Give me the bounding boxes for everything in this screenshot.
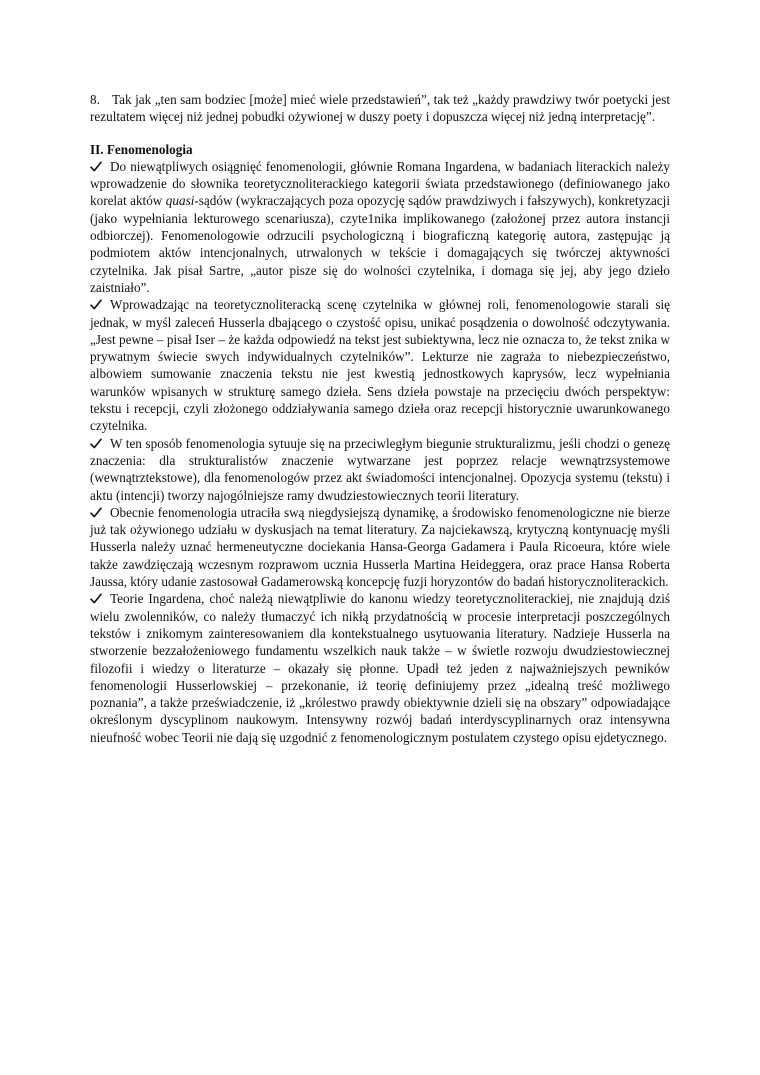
paragraph-1-text-end: -sądów (wykraczających poza opozycję sądów prawdziwych i fałszywych), konkretyzacji (jako wypełniania lekturowego scenariusza), czyte1nika implikowanego (założonej przez autora instancji odbiorczej). Fenomenologowie odrzucili psychologiczną i biograficzną kategorię autora, zastępując ją podmiotem aktów intencjonalnych, utrwalonych w tekście i domagających się twórczej aktywności czytelnika. Jak pisał Sartre, „autor pisze się do wolności czytelnika, i domaga się jej, aby jego dzieło zaistniało”. <box>90 193 670 295</box>
paragraph-5 <box>90 590 670 746</box>
section-heading: II. Fenomenologia <box>90 141 193 157</box>
paragraph-2 <box>90 296 670 434</box>
document-page <box>90 91 670 746</box>
checkmark-icon <box>90 158 110 175</box>
intro-paragraph <box>90 91 670 126</box>
paragraph-4 <box>90 504 670 590</box>
intro-text: Tak jak „ten sam bodziec [może] mieć wiele przedstawień”, tak też „każdy prawdziwy twór poetycki jest rezultatem więcej niż jednej pobudki ożywionej w duszy poety i dopuszcza więcej niż jedną interpretację”. <box>90 92 670 125</box>
paragraph-number: 8. <box>90 92 100 107</box>
checkmark-icon <box>90 435 110 452</box>
paragraph-1-text-start: Do niewątpliwych osiągnięć fenomenologii, głównie Romana Ingardena, w badaniach literackich należy wprowadzenie do słownika teoretycznoliterackiego kategorii świata przedstawionego (definiowanego jako korelat aktów <box>90 158 670 209</box>
paragraph-1 <box>90 158 670 296</box>
paragraph-4-text: Obecnie fenomenologia utraciła swą niegdysiejszą dynamikę, a środowisko fenomenologiczne nie bierze już tak ożywionego udziału w dyskusjach na temat literatury. Za najciekawszą, krytyczną kontynuację myśli Husserla należy uznać hermeneutyczne dociekania Hansa-Georga Gadamera i Paula Ricoeura, które wiele także zawdzięczają wczesnym rozprawom ucznia Husserla Martina Heideggera, oraz prace Hansa Roberta Jaussa, który udanie zastosował Gadamerowską koncepcję fuzji horyzontów do badań historycznoliterackich. <box>90 504 670 590</box>
paragraph-1-italic: quasi <box>165 193 195 209</box>
paragraph-3 <box>90 435 670 504</box>
paragraph-3-text: W ten sposób fenomenologia sytuuje się na przeciwległym biegunie strukturalizmu, jeśli chodzi o genezę znaczenia: dla strukturalistów znaczenie wytwarzane jest poprzez relacje wewnątrzsystemowe (wewnątrztekstowe), dla fenomenologów przez akt świadomości intencjonalnej. Opozycja systemu (tekstu) i aktu (intencji) tworzy najogólniejsze ramy dwudziestowiecznych teorii literatury. <box>90 435 670 503</box>
checkmark-icon <box>90 296 110 313</box>
checkmark-icon <box>90 504 110 521</box>
checkmark-icon <box>90 590 110 607</box>
paragraph-5-text: Teorie Ingardena, choć należą niewątpliwie do kanonu wiedzy teoretycznoliterackiej, nie znajdują dziś wielu zwolenników, co należy tłumaczyć ich nikłą przydatnością w procesie interpretacji poszczególnych tekstów i znikomym zainteresowaniem dla kontekstualnego usytuowania literatury. Nadzieje Husserla na stworzenie bezzałożeniowego fundamentu wszelkich nauk także – w świetle rozwoju dwudziestowiecznej filozofii i wiedzy o literaturze – okazały się płonne. Upadł też jeden z najważniejszych pewników fenomenologii Husserlowskiej – przekonanie, iż teorię definiujemy przez „idealną treść możliwego poznania”, a także przeświadczenie, iż „królestwo prawdy obiektywnie dzieli się na obszary” odpowiadające określonym dyscyplinom naukowym. Intensywny rozwój badań interdyscyplinarnych oraz intensywna nieufność wobec Teorii nie dają się uzgodnić z fenomenologicznym postulatem czystego opisu ejdetycznego. <box>90 591 670 745</box>
paragraph-2-text: Wprowadzając na teoretycznoliteracką scenę czytelnika w głównej roli, fenomenologowie starali się jednak, w myśl zaleceń Husserla dbającego o czystość opisu, unikać posądzenia o dowolność odczytywania. „Jest pewne – pisał Iser – że każda odpowiedź na tekst jest subiektywna, lecz nie oznacza to, że tekst znika w prywatnym świecie swych indywidualnych czytelników”. Lekturze nie zagraża to niebezpieczeństwo, albowiem sumowanie znaczenia tekstu nie jest kwestią jednostkowych kaprysów, lecz wypełniania warunków wpisanych w strukturę samego dzieła. Sens dzieła powstaje na przecięciu dwóch perspektyw: tekstu i recepcji, czyli złożonego oddziaływania samego dzieła oraz recepcji historycznie uwarunkowanego czytelnika. <box>90 297 670 434</box>
